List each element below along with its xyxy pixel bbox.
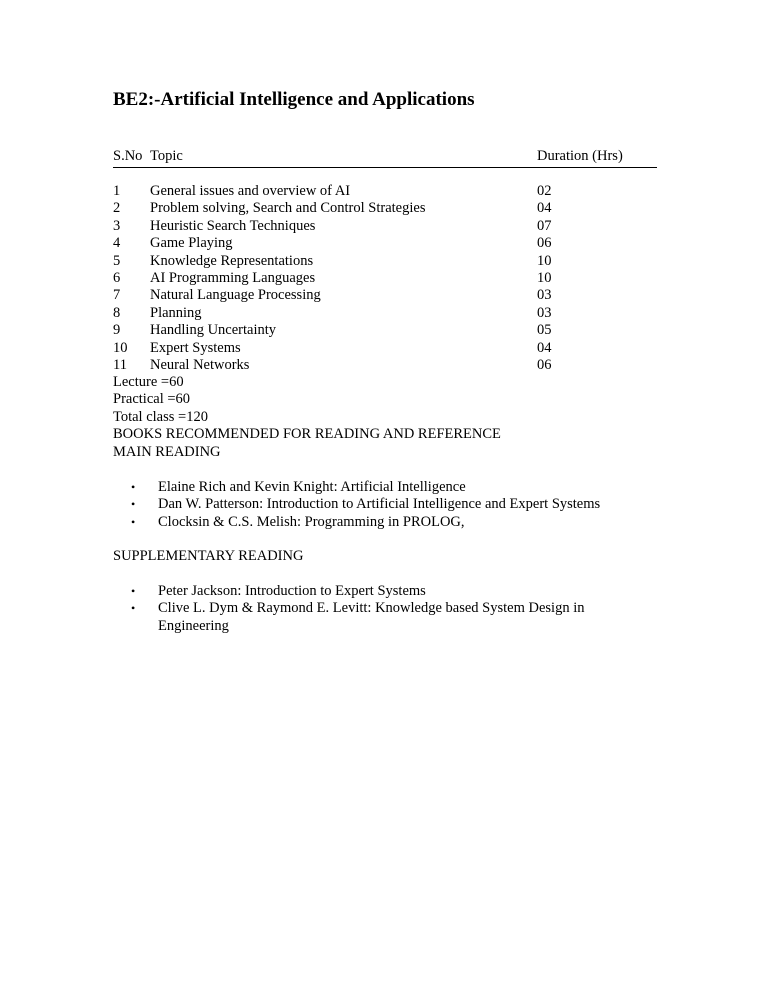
row-duration: 07 (537, 217, 552, 234)
list-item (131, 583, 651, 600)
book-entry: Clive L. Dym & Raymond E. Levitt: Knowledge based System Design in Engineering (158, 600, 585, 634)
table-row (113, 253, 657, 270)
list-item (131, 479, 651, 496)
row-duration: 05 (537, 322, 552, 339)
row-duration: 03 (537, 304, 552, 321)
row-topic: Handling Uncertainty (150, 322, 277, 339)
row-duration: 10 (537, 269, 552, 286)
books-heading: BOOKS RECOMMENDED FOR READING AND REFERENCE (113, 426, 501, 443)
row-sno: 10 (113, 339, 128, 356)
page-title: BE2:-Artificial Intelligence and Applications (113, 89, 475, 110)
header-topic: Topic (150, 148, 183, 164)
header-sno: S.No (113, 148, 143, 164)
list-item (131, 600, 651, 635)
row-topic: Problem solving, Search and Control Strategies (150, 200, 426, 217)
table-row (113, 183, 657, 200)
table-row (113, 218, 657, 235)
table-row (113, 235, 657, 252)
lecture-hours: Lecture =60 (113, 374, 184, 390)
row-sno: 5 (113, 252, 121, 269)
table-row (113, 270, 657, 287)
list-item (131, 514, 651, 531)
row-sno: 2 (113, 200, 121, 217)
topic-table (113, 183, 657, 374)
bullet-icon: • (131, 497, 136, 512)
row-duration: 10 (537, 252, 552, 269)
list-item (131, 496, 651, 513)
book-entry: Dan W. Patterson: Introduction to Artificial Intelligence and Expert Systems (158, 496, 601, 513)
row-sno: 1 (113, 183, 121, 199)
row-duration: 06 (537, 356, 552, 373)
row-topic: Expert Systems (150, 339, 241, 356)
bullet-icon: • (131, 584, 136, 598)
row-sno: 11 (113, 356, 127, 373)
header-duration: Duration (Hrs) (537, 148, 623, 164)
table-header (113, 148, 657, 168)
row-duration: 04 (537, 339, 552, 356)
bullet-icon: • (131, 514, 136, 529)
book-entry: Clocksin & C.S. Melish: Programming in PROLOG, (158, 513, 465, 530)
row-sno: 6 (113, 269, 121, 286)
total-class-hours: Total class =120 (113, 408, 208, 425)
row-sno: 4 (113, 235, 121, 252)
table-row (113, 200, 657, 217)
row-sno: 3 (113, 217, 121, 234)
table-row (113, 305, 657, 322)
row-topic: Heuristic Search Techniques (150, 217, 316, 234)
main-reading-heading: MAIN READING (113, 443, 221, 460)
row-duration: 04 (537, 200, 552, 217)
supplementary-heading: SUPPLEMENTARY READING (113, 548, 304, 564)
book-entry: Peter Jackson: Introduction to Expert Systems (158, 583, 426, 599)
main-reading-list (131, 479, 651, 531)
row-topic: AI Programming Languages (150, 269, 316, 286)
row-duration: 02 (537, 183, 552, 199)
row-sno: 9 (113, 322, 121, 339)
supplementary-reading-list (131, 583, 651, 635)
row-sno: 8 (113, 304, 121, 321)
row-topic: General issues and overview of AI (150, 183, 351, 199)
row-duration: 03 (537, 287, 552, 304)
row-topic: Neural Networks (150, 356, 250, 373)
row-topic: Planning (150, 304, 202, 321)
row-sno: 7 (113, 287, 121, 304)
row-topic: Game Playing (150, 235, 233, 252)
table-row (113, 322, 657, 339)
bullet-icon: • (131, 601, 136, 616)
table-row (113, 340, 657, 357)
course-summary (113, 374, 501, 461)
book-entry: Elaine Rich and Kevin Knight: Artificial Intelligence (158, 479, 466, 495)
row-topic: Knowledge Representations (150, 252, 314, 269)
row-duration: 06 (537, 235, 552, 252)
table-row (113, 287, 657, 304)
practical-hours: Practical =60 (113, 391, 191, 408)
table-row (113, 357, 657, 374)
row-topic: Natural Language Processing (150, 287, 321, 304)
bullet-icon: • (131, 480, 136, 494)
